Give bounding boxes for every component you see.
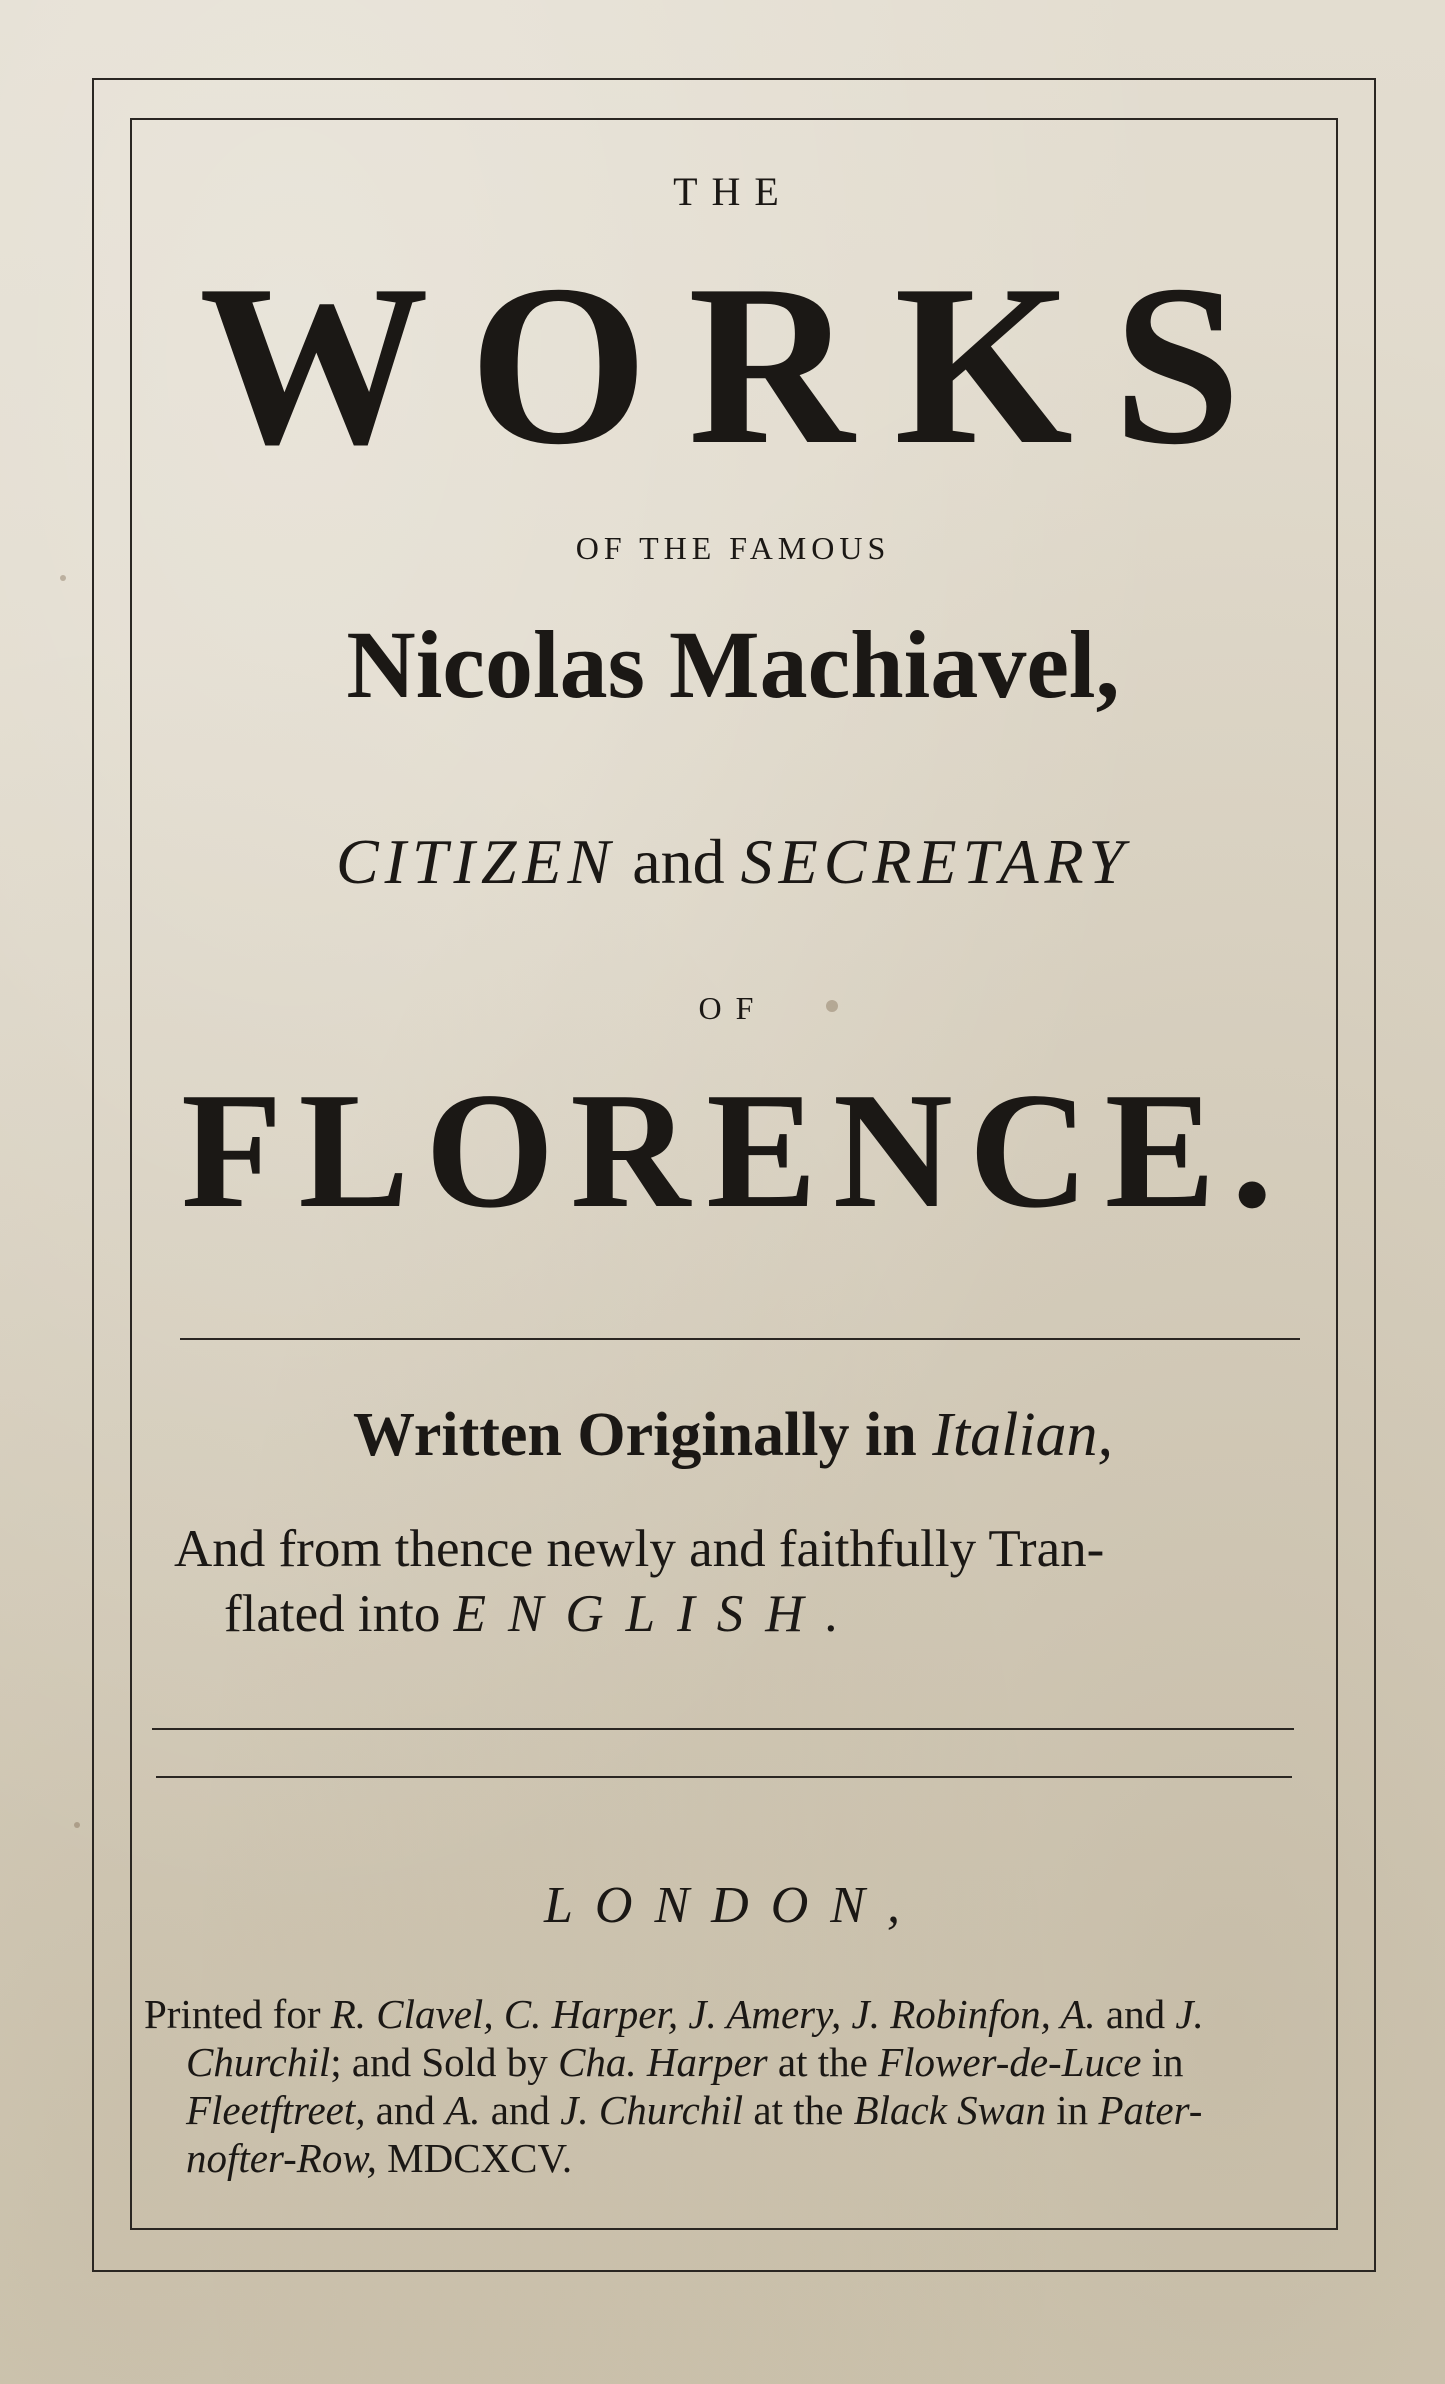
written-text: Written Originally in [352, 1401, 933, 1469]
imprint-fragment: Printed for [144, 1991, 331, 2037]
foxing-spot [60, 575, 66, 581]
title-of-the-famous: OF THE FAMOUS [575, 530, 891, 566]
translation-line-1: And from thence newly and faithfully Tran- [174, 1520, 1105, 1578]
imprint-fragment: J. Churchil [560, 2087, 744, 2133]
role-citizen: CITIZEN [335, 826, 617, 897]
written-language: Italian, [932, 1401, 1114, 1469]
imprint-text [144, 1990, 1294, 2182]
divider-rule [152, 1728, 1294, 1730]
author-name: Nicolas Machiavel, [346, 611, 1120, 718]
title-works: WORKS [199, 237, 1281, 492]
imprint-fragment: Cha. Harper [558, 2039, 768, 2085]
imprint-line [144, 2086, 1294, 2134]
imprint-fragment: Pater- [1098, 2087, 1203, 2133]
imprint-fragment: A. [445, 2087, 481, 2133]
imprint-fragment: nofter-Row, [186, 2135, 377, 2181]
imprint-fragment: ; and Sold by [330, 2039, 559, 2085]
role-and: and [616, 826, 741, 897]
author-role [130, 822, 1336, 902]
imprint-fragment: and [1095, 1991, 1176, 2037]
imprint-fragment: at the [767, 2039, 879, 2085]
imprint-fragment: Flower-de-Luce [878, 2039, 1142, 2085]
imprint-fragment: in [1141, 2039, 1184, 2085]
title-florence: FLORENCE. [181, 1058, 1289, 1242]
imprint-place: LONDON, [544, 1877, 922, 1934]
translation-text: flated into [224, 1585, 454, 1643]
imprint-fragment: Fleetftreet, [186, 2087, 366, 2133]
imprint-fragment: R. Clavel, C. Harper, J. Amery, J. Robinfon, A. [330, 1991, 1096, 2037]
translation-line-2 [224, 1585, 1304, 1643]
title-the: THE [673, 169, 793, 214]
imprint-line [144, 2038, 1294, 2086]
imprint-fragment: Churchil [186, 2039, 331, 2085]
foxing-spot [74, 1822, 80, 1828]
imprint-fragment: and [365, 2087, 446, 2133]
imprint-fragment: J. [1175, 1991, 1204, 2037]
imprint-fragment: MDCXCV. [376, 2135, 573, 2181]
written-originally [130, 1395, 1336, 1475]
imprint-line [144, 2134, 1294, 2182]
role-secretary: SECRETARY [740, 826, 1131, 897]
divider-rule [156, 1776, 1292, 1778]
divider-rule [180, 1338, 1300, 1340]
imprint-fragment: in [1046, 2087, 1099, 2133]
imprint-fragment: and [480, 2087, 561, 2133]
imprint-fragment: Black Swan [853, 2087, 1047, 2133]
title-of: OF [698, 990, 768, 1026]
translation-language: ENGLISH. [453, 1585, 861, 1643]
imprint-fragment: at the [743, 2087, 854, 2133]
imprint-line [144, 1990, 1294, 2038]
